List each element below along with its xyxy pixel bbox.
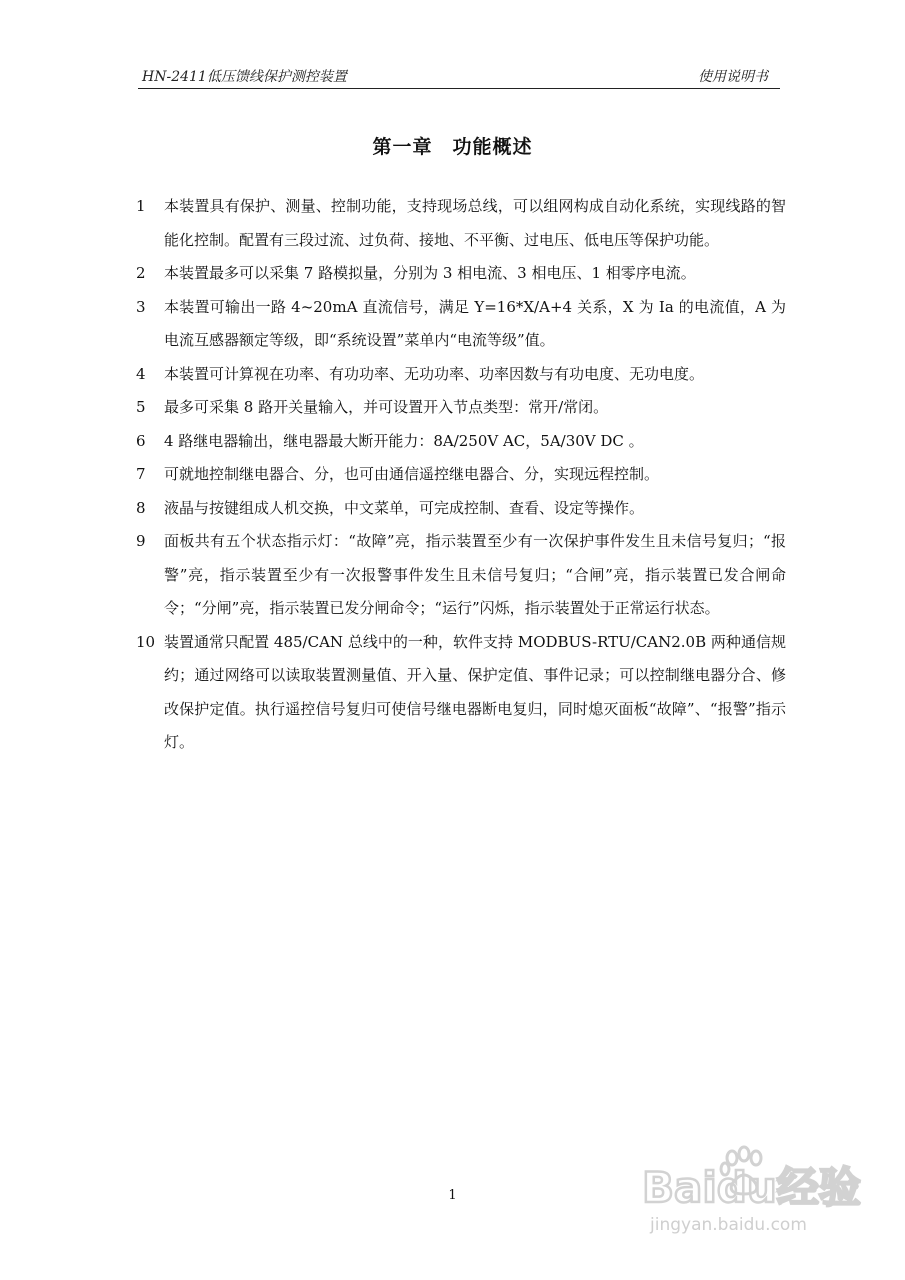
item-number: 5: [136, 398, 146, 416]
item-text: 本装置可输出一路 4~20mA 直流信号，满足 Y=16*X/A+4 关系，X 为 Ia 的电流值，A 为电流互感器额定等级，即“系统设置”菜单内“电流等级”值。: [164, 297, 786, 349]
watermark-url: jingyan.baidu.com: [650, 1215, 807, 1235]
item-number: 2: [136, 264, 146, 282]
item-number: 3: [136, 297, 146, 316]
chapter-title: 第一章 功能概述: [372, 136, 533, 158]
list-item: [136, 391, 786, 425]
list-item: [136, 525, 786, 626]
running-header: [138, 66, 780, 89]
item-text: 本装置可计算视在功率、有功功率、无功功率、功率因数与有功电度、无功电度。: [164, 364, 705, 383]
item-number: 4: [136, 364, 146, 383]
list-item: [136, 425, 786, 459]
item-text: 本装置具有保护、测量、控制功能，支持现场总线，可以组网构成自动化系统，实现线路的智能化控制。配置有三段过流、过负荷、接地、不平衡、过电压、低电压等保护功能。: [164, 197, 786, 249]
item-text: 液晶与按键组成人机交换，中文菜单，可完成控制、查看、设定等操作。: [164, 498, 645, 517]
header-document-type: 使用说明书: [698, 69, 768, 85]
item-number: 8: [136, 498, 146, 517]
item-number: 9: [136, 532, 146, 550]
item-number: 1: [136, 197, 146, 215]
item-text: 4 路继电器输出，继电器最大断开能力：8A/250V AC，5A/30V DC 。: [164, 431, 644, 450]
item-number: 7: [136, 465, 146, 483]
list-item: [136, 626, 786, 760]
header-document-title: HN-2411低压馈线保护测控装置: [142, 69, 347, 85]
item-text: 装置通常只配置 485/CAN 总线中的一种，软件支持 MODBUS-RTU/CAN2.0B 两种通信规约；通过网络可以读取装置测量值、开入量、保护定值、事件记录；可以控制继电器分合、修改保护定值。执行遥控信号复归可使信号继电器断电复归，同时熄灭面板“故障”、“报警”指示灯。: [164, 632, 786, 751]
item-text: 最多可采集 8 路开关量输入，并可设置开入节点类型：常开/常闭。: [164, 398, 609, 416]
list-item: [136, 458, 786, 492]
watermark-logo: [640, 1140, 870, 1270]
baidu-jingyan-watermark: [640, 1140, 870, 1270]
list-item: [136, 190, 786, 257]
feature-list: [136, 190, 786, 760]
list-item: [136, 492, 786, 526]
list-item: [136, 257, 786, 291]
item-text: 可就地控制继电器合、分，也可由通信遥控继电器合、分，实现远程控制。: [164, 465, 660, 483]
watermark-brand: Baidu经验: [642, 1163, 861, 1212]
item-text: 本装置最多可以采集 7 路模拟量，分别为 3 相电流、3 相电压、1 相零序电流。: [164, 264, 696, 282]
item-number: 10: [136, 632, 156, 651]
item-number: 6: [136, 431, 146, 450]
item-text: 面板共有五个状态指示灯：“故障”亮，指示装置至少有一次保护事件发生且未信号复归；“报警”亮，指示装置至少有一次报警事件发生且未信号复归；“合闸”亮，指示装置已发合闸命令；“分闸”亮，指示装置已发分闸命令；“运行”闪烁，指示装置处于正常运行状态。: [164, 532, 786, 617]
list-item: [136, 358, 786, 392]
list-item: [136, 291, 786, 358]
page-number: 1: [448, 1188, 457, 1203]
